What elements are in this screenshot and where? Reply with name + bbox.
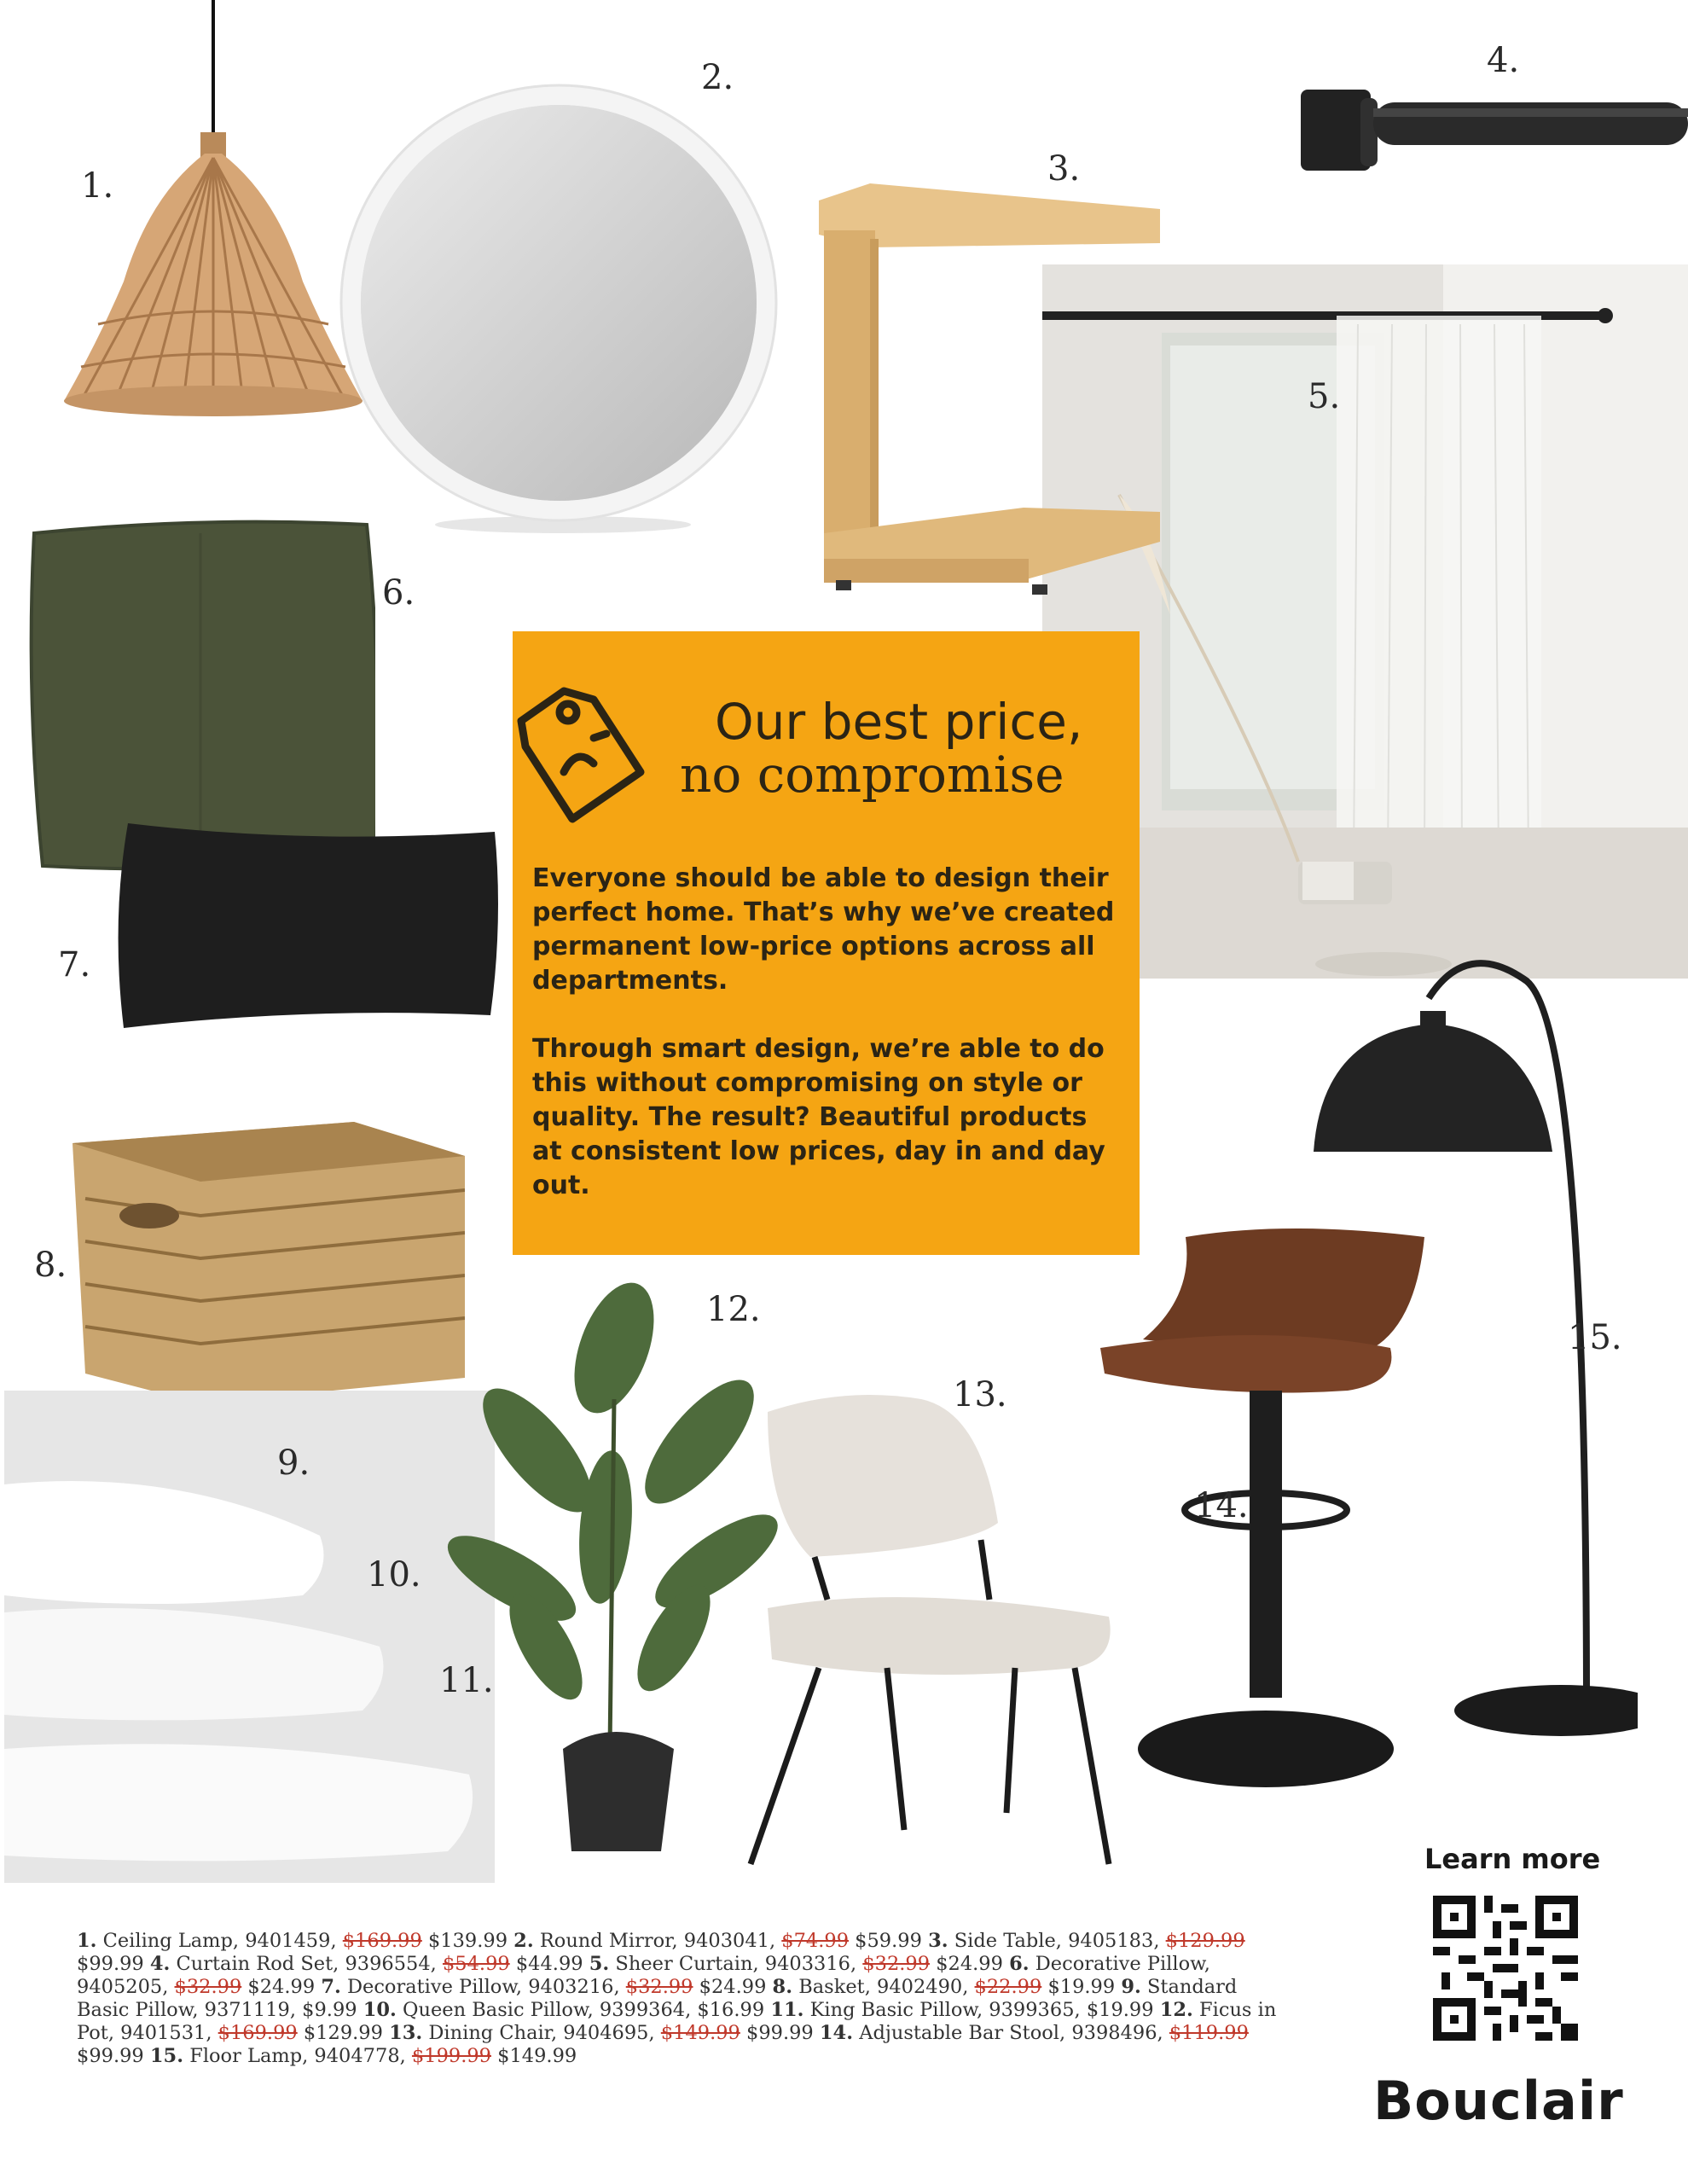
old-price: $199.99 bbox=[411, 2045, 491, 2067]
dining-chair-image bbox=[734, 1386, 1117, 1873]
label-8: 8. bbox=[34, 1246, 67, 1285]
price: $99.99 bbox=[77, 2045, 144, 2067]
price: $9.99 bbox=[302, 1999, 357, 2021]
product-entry: 15. Floor Lamp, 9404778, $199.99 $149.99 bbox=[149, 2045, 577, 2067]
label-13: 13. bbox=[953, 1375, 1007, 1414]
promo-paragraph-2: Through smart design, we’re able to do this without compromising on style or quality. The result? Beautiful products at consistent low prices, day in and day out. bbox=[532, 1034, 1105, 1200]
label-12: 12. bbox=[706, 1290, 761, 1329]
label-9: 9. bbox=[277, 1443, 310, 1483]
old-price: $32.99 bbox=[174, 1976, 242, 1998]
price: $19.99 bbox=[1086, 1999, 1154, 2021]
product-entry: 13. Dining Chair, 9404695, $149.99 $99.99 bbox=[389, 2022, 814, 2044]
label-4: 4. bbox=[1487, 41, 1520, 80]
label-14: 14. bbox=[1194, 1486, 1249, 1525]
old-price: $169.99 bbox=[218, 2022, 298, 2044]
label-15: 15. bbox=[1568, 1318, 1622, 1357]
promo-title-line1: Our best price, bbox=[715, 693, 1083, 751]
promo-paragraph-1: Everyone should be able to design their perfect home. That’s why we’ve created permanent low-price options across all departments. bbox=[532, 863, 1115, 996]
qr-code-icon[interactable] bbox=[1433, 1896, 1578, 2041]
product-entry: 8. Basket, 9402490, $22.99 $19.99 bbox=[772, 1976, 1116, 1998]
price: $59.99 bbox=[855, 1930, 922, 1952]
pillows-stack-photo bbox=[4, 1391, 495, 1883]
old-price: $32.99 bbox=[862, 1953, 931, 1975]
old-price: $149.99 bbox=[660, 2022, 740, 2044]
old-price: $22.99 bbox=[974, 1976, 1042, 1998]
label-1: 1. bbox=[81, 166, 114, 206]
learn-more-label[interactable]: Learn more bbox=[1424, 1843, 1601, 1875]
price: $44.99 bbox=[515, 1953, 583, 1975]
product-entry: 4. Curtain Rod Set, 9396554, $54.99 $44.99 bbox=[149, 1953, 583, 1975]
old-price: $74.99 bbox=[781, 1930, 850, 1952]
product-price-list bbox=[77, 1930, 1288, 2068]
label-11: 11. bbox=[439, 1661, 494, 1700]
price: $99.99 bbox=[77, 1953, 144, 1975]
promo-title-line2: no compromise bbox=[680, 746, 1064, 804]
price: $16.99 bbox=[697, 1999, 765, 2021]
old-price: $119.99 bbox=[1169, 2022, 1249, 2044]
label-3: 3. bbox=[1047, 149, 1081, 189]
old-price: $129.99 bbox=[1165, 1930, 1245, 1952]
ceiling-lamp-image bbox=[47, 0, 380, 444]
product-entry: 2. Round Mirror, 9403041, $74.99 $59.99 bbox=[513, 1930, 922, 1952]
label-6: 6. bbox=[382, 573, 415, 613]
price-tag-icon bbox=[513, 678, 649, 827]
old-price: $54.99 bbox=[442, 1953, 510, 1975]
product-entry: 1. Ceiling Lamp, 9401459, $169.99 $139.99 bbox=[77, 1930, 508, 1952]
product-entry: 12. Ficus in Pot, 9401531, $169.99 $129.99 bbox=[77, 1999, 1277, 2044]
price: $99.99 bbox=[746, 2022, 814, 2044]
label-2: 2. bbox=[701, 58, 734, 97]
price: $139.99 bbox=[427, 1930, 508, 1952]
product-entry: 7. Decorative Pillow, 9403216, $32.99 $24.99 bbox=[321, 1976, 767, 1998]
promo-body bbox=[532, 862, 1121, 1237]
round-mirror-image bbox=[337, 73, 780, 533]
price: $24.99 bbox=[699, 1976, 767, 1998]
price: $24.99 bbox=[936, 1953, 1003, 1975]
label-5: 5. bbox=[1308, 377, 1341, 416]
promo-box bbox=[513, 631, 1140, 1255]
side-table-image bbox=[819, 183, 1164, 601]
brand-logo: Bouclair bbox=[1373, 2070, 1624, 2132]
basket-image bbox=[73, 1122, 465, 1403]
price: $19.99 bbox=[1047, 1976, 1116, 1998]
old-price: $169.99 bbox=[342, 1930, 422, 1952]
product-entry: 9. Standard Basic Pillow, 9371119, $9.99 bbox=[77, 1976, 1238, 2021]
product-entry: 5. Sheer Curtain, 9403316, $32.99 $24.99 bbox=[589, 1953, 1003, 1975]
label-10: 10. bbox=[367, 1555, 421, 1594]
black-pillow-image bbox=[111, 810, 503, 1041]
product-entry: 3. Side Table, 9405183, $129.99 $99.99 bbox=[77, 1930, 1245, 1975]
product-entry: 10. Queen Basic Pillow, 9399364, $16.99 bbox=[363, 1999, 765, 2021]
old-price: $32.99 bbox=[625, 1976, 693, 1998]
product-entry: 6. Decorative Pillow, 9405205, $32.99 $24.99 bbox=[77, 1953, 1210, 1998]
curtain-rod-image bbox=[1301, 81, 1688, 179]
price: $129.99 bbox=[303, 2022, 383, 2044]
product-entry: 11. King Basic Pillow, 9399365, $19.99 bbox=[770, 1999, 1154, 2021]
price: $149.99 bbox=[497, 2045, 577, 2067]
product-entry: 14. Adjustable Bar Stool, 9398496, $119.99 $99.99 bbox=[77, 2022, 1249, 2067]
price: $24.99 bbox=[247, 1976, 316, 1998]
label-7: 7. bbox=[58, 945, 91, 985]
